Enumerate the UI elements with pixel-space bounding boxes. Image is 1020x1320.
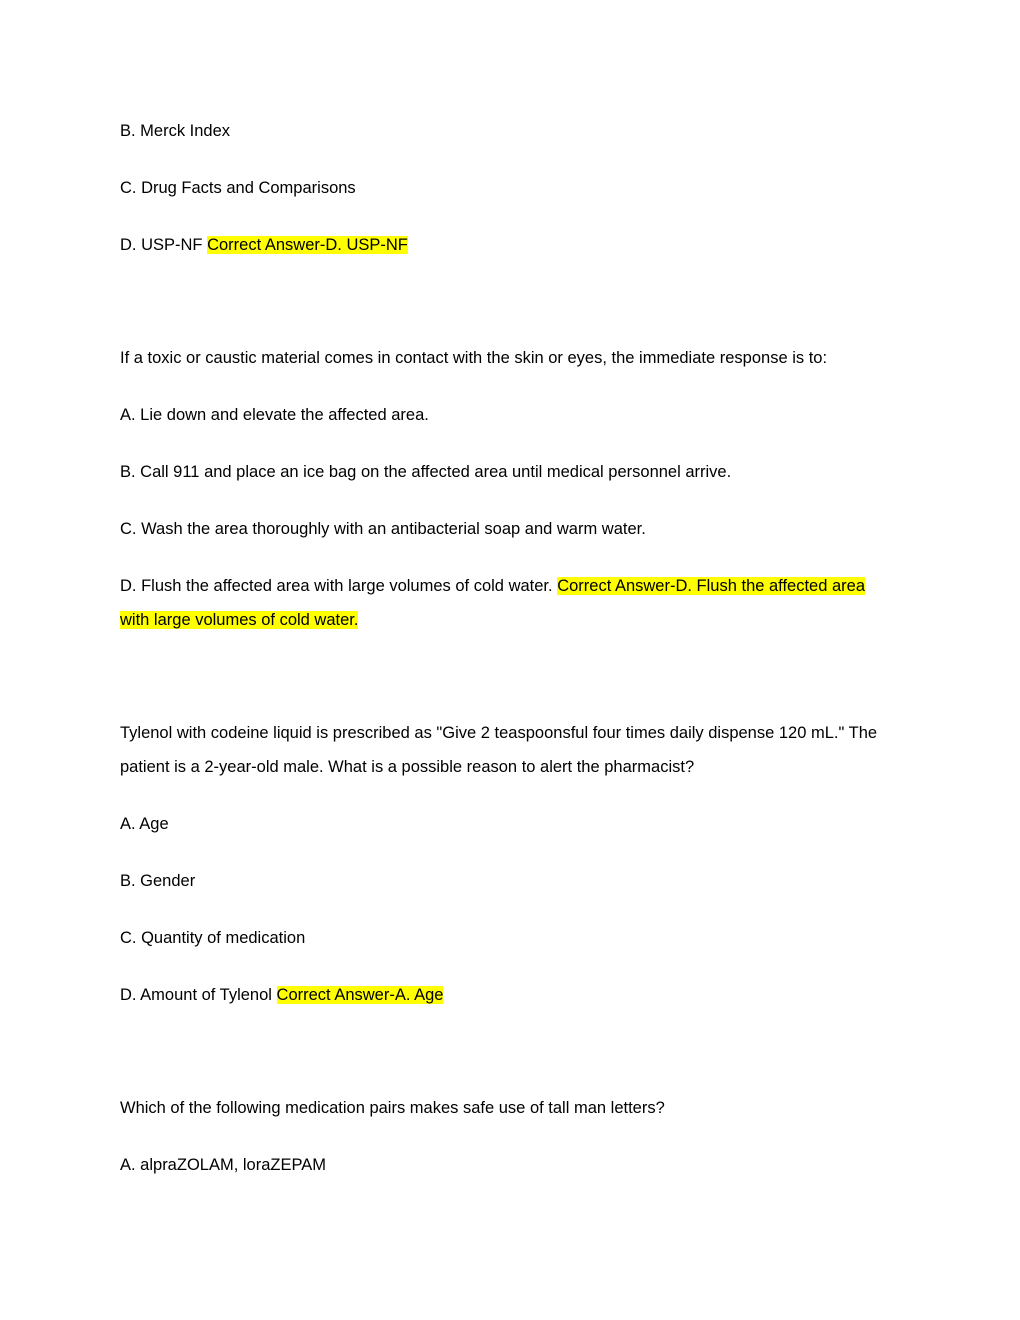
q1-option-c: C. Wash the area thoroughly with an antibacterial soap and warm water. <box>120 520 646 538</box>
q1-answer-continuation <box>120 603 900 637</box>
q2-option-d-line <box>120 978 900 1012</box>
document-page <box>120 0 900 1320</box>
q0-correct-answer: Correct Answer-D. USP-NF <box>207 236 408 254</box>
q0-option-c: C. Drug Facts and Comparisons <box>120 179 356 197</box>
q1-correct-answer-part2: with large volumes of cold water. <box>120 611 359 629</box>
q0-option-d: D. USP-NF <box>120 236 203 254</box>
q1-question: If a toxic or caustic material comes in contact with the skin or eyes, the immediate response is to: <box>120 349 828 367</box>
q0-option-d-line <box>120 228 900 262</box>
q2-option-d: D. Amount of Tylenol <box>120 986 272 1004</box>
q2-correct-answer: Correct Answer-A. Age <box>276 986 444 1004</box>
q3-option-a: A. alpraZOLAM, loraZEPAM <box>120 1156 327 1174</box>
q2-option-b: B. Gender <box>120 872 196 890</box>
q2-option-c: C. Quantity of medication <box>120 929 306 947</box>
q1-option-a: A. Lie down and elevate the affected area. <box>120 406 429 424</box>
q2-question-line1: Tylenol with codeine liquid is prescribed as "Give 2 teaspoonsful four times daily dispense 120 mL." The <box>120 724 878 742</box>
q0-option-b: B. Merck Index <box>120 122 231 140</box>
q2-question-line2: patient is a 2-year-old male. What is a possible reason to alert the pharmacist? <box>120 758 695 776</box>
q1-option-d-line <box>120 569 900 603</box>
q1-correct-answer-part1: Correct Answer-D. Flush the affected area <box>557 577 866 595</box>
q3-question: Which of the following medication pairs makes safe use of tall man letters? <box>120 1099 665 1117</box>
q1-option-d: D. Flush the affected area with large volumes of cold water. <box>120 577 553 595</box>
q2-option-a: A. Age <box>120 815 169 833</box>
q1-option-b: B. Call 911 and place an ice bag on the affected area until medical personnel arrive. <box>120 463 732 481</box>
